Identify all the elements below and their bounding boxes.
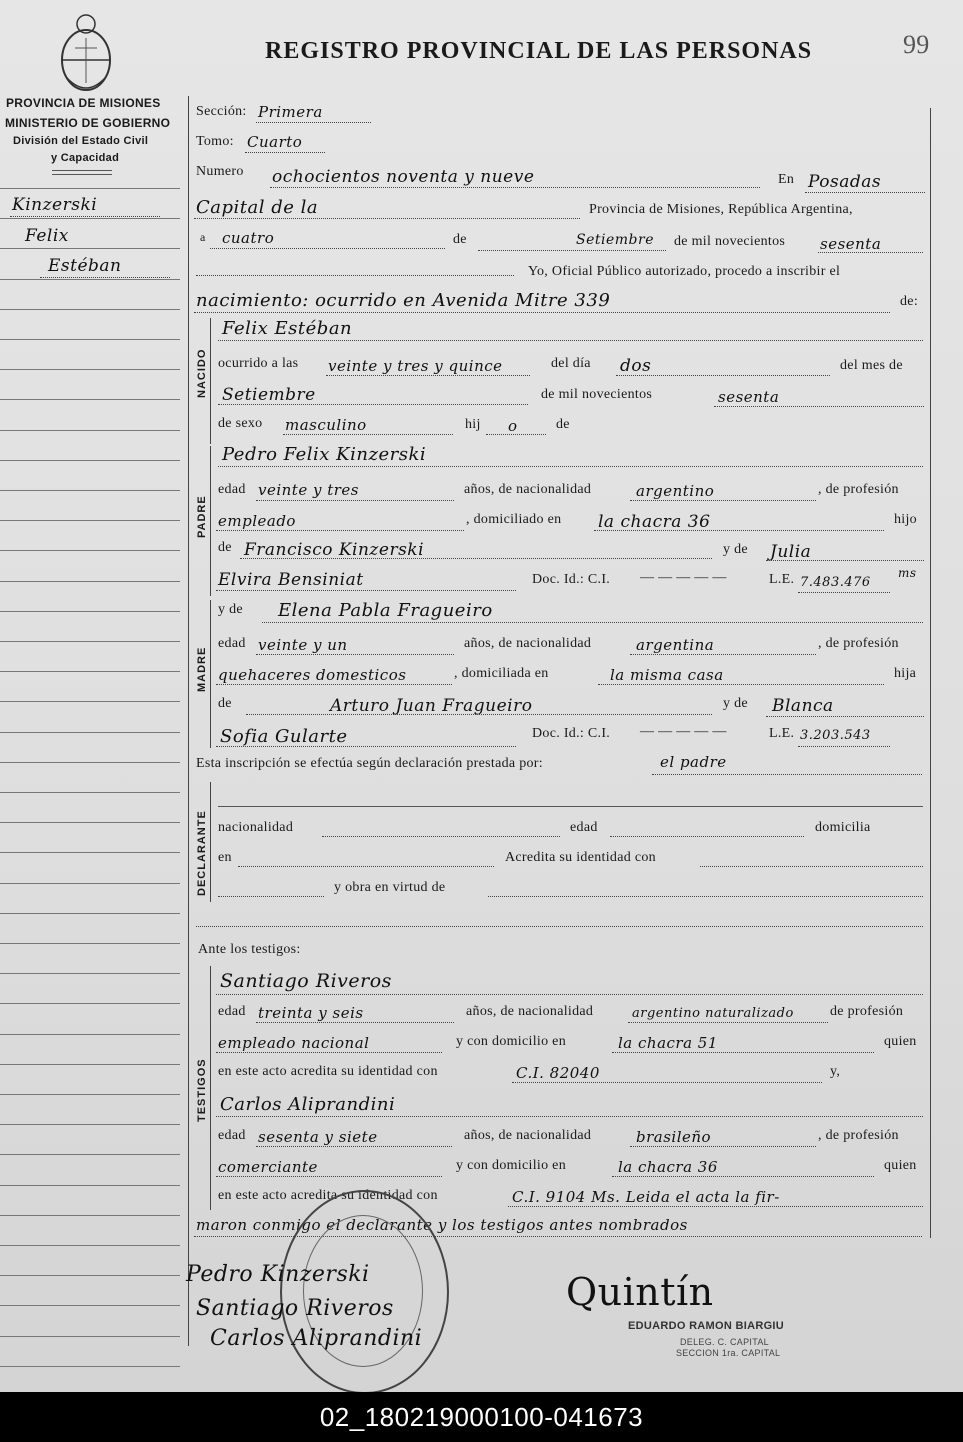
- margin-rule: [0, 1366, 180, 1367]
- padre-mother-value1: Julia: [770, 542, 812, 562]
- madre-edad-line: [256, 654, 454, 655]
- margin-rule: [0, 581, 180, 582]
- padre-name: Pedro Felix Kinzerski: [222, 444, 427, 465]
- declarante-en-line: [238, 866, 494, 867]
- testigo1-nac-value: argentino naturalizado: [632, 1006, 794, 1021]
- org-division: División del Estado Civil: [13, 135, 149, 147]
- padre-doc-label: Doc. Id.: C.I.: [532, 572, 611, 587]
- provincia-label: Provincia de Misiones, República Argentina,: [589, 202, 853, 217]
- madre-hija-label: hija: [894, 666, 917, 681]
- madre-nac-label: años, de nacionalidad: [464, 636, 592, 651]
- padre-edad-label: edad: [218, 482, 246, 497]
- margin-line: [10, 216, 160, 217]
- margin-rule: [0, 1185, 180, 1186]
- org-province: PROVINCIA DE MISIONES: [6, 96, 161, 110]
- testigo1-id-value: C.I. 82040: [516, 1064, 600, 1082]
- testigo1-edad-label: edad: [218, 1004, 246, 1019]
- margin-rule: [0, 218, 180, 219]
- madre-father-line: [246, 714, 712, 715]
- testigos-label: Ante los testigos:: [198, 942, 301, 957]
- seccion-label: Sección:: [196, 104, 247, 119]
- hora-line: [326, 375, 530, 376]
- capital-line: [194, 218, 580, 219]
- madre-mother-value1: Blanca: [772, 696, 834, 716]
- margin-rule: [0, 430, 180, 431]
- official-name: EDUARDO RAMON BIARGIU: [628, 1320, 785, 1332]
- nacido-dia-value: dos: [620, 356, 652, 376]
- testigo1-edad-line: [256, 1022, 454, 1023]
- margin-rule: [0, 701, 180, 702]
- testigo1-id-line: [512, 1082, 822, 1083]
- signature-official: Quintín: [566, 1270, 714, 1314]
- tomo-value: Cuarto: [247, 133, 303, 151]
- testigo2-nac-label: años, de nacionalidad: [464, 1128, 592, 1143]
- testigo2-dom-label: y con domicilio en: [456, 1158, 566, 1173]
- madre-nac-line: [630, 654, 816, 655]
- margin-rule: [0, 369, 180, 370]
- margin-rule: [0, 460, 180, 461]
- capital-value: Capital de la: [196, 197, 319, 218]
- margin-rule: [0, 1094, 180, 1095]
- testigo1-prof-line: [216, 1052, 442, 1053]
- barcode-text: 02_180219000100-041673: [319, 1402, 644, 1432]
- anio-line: [818, 252, 923, 253]
- declarante-en-label: en: [218, 850, 232, 865]
- margin-rule: [0, 641, 180, 642]
- padre-doc-value: — — — — —: [640, 570, 727, 585]
- closing-text: maron conmigo el declarante y los testigos antes nombrados: [196, 1216, 688, 1234]
- de2-label: de:: [900, 294, 919, 309]
- madre-edad-label: edad: [218, 636, 246, 651]
- seccion-line: [256, 122, 371, 123]
- testigo2-dom-value: la chacra 36: [618, 1158, 718, 1176]
- declarante-obra-label: y obra en virtud de: [334, 880, 446, 895]
- testigos-bracket: [210, 966, 211, 1210]
- a-label: a: [200, 230, 206, 244]
- margin-rule: [0, 822, 180, 823]
- oficial-label: Yo, Oficial Público autorizado, procedo a inscribir el: [528, 264, 841, 279]
- declarante-nac-label: nacionalidad: [218, 820, 294, 835]
- testigo1-name-line: [216, 994, 923, 995]
- padre-mother-value2: Elvira Bensiniat: [218, 570, 364, 590]
- tomo-line: [245, 152, 325, 153]
- declarante-edad-label: edad: [570, 820, 598, 835]
- madre-nac-value: argentina: [636, 636, 715, 654]
- org-capacity: y Capacidad: [51, 152, 120, 164]
- hij-line: [486, 434, 546, 435]
- numero-line: [270, 187, 760, 188]
- padre-y-de-label: y de: [723, 542, 748, 557]
- padre-mother-line: [766, 560, 924, 561]
- testigo2-id-value: C.I. 9104 Ms. Leida el acta la fir-: [512, 1188, 780, 1206]
- signature-testigo2: Carlos Aliprandini: [210, 1326, 423, 1351]
- margin-rule: [0, 852, 180, 853]
- testigo1-name: Santiago Riveros: [220, 970, 392, 992]
- padre-bracket: [210, 446, 211, 596]
- margin-rule: [0, 279, 180, 280]
- en-line: [805, 192, 925, 193]
- sexo-line: [283, 434, 453, 435]
- testigos-side-label: TESTIGOS: [196, 1058, 208, 1122]
- frame-right-border: [930, 108, 931, 1238]
- org-underline: [52, 170, 112, 171]
- mil-label: de mil novecientos: [674, 234, 786, 249]
- margin-middlename: Estéban: [48, 256, 122, 276]
- madre-prof-line: [216, 684, 452, 685]
- padre-prof-value: empleado: [218, 512, 296, 530]
- nacido-side-label: NACIDO: [196, 348, 208, 398]
- padre-prof-line: [216, 530, 464, 531]
- padre-le-label: L.E.: [769, 572, 795, 587]
- padre-prof-label: , de profesión: [818, 482, 899, 497]
- nacido-bracket: [210, 318, 211, 444]
- numero-label: Numero: [196, 164, 244, 179]
- madre-mother-line: [766, 716, 924, 717]
- hora-value: veinte y tres y quince: [328, 357, 503, 375]
- padre-father-line: [240, 558, 712, 559]
- declarante-dom-label: domicilia: [815, 820, 871, 835]
- testigo2-prof-value: comerciante: [218, 1158, 318, 1176]
- margin-rule: [0, 611, 180, 612]
- org-underline-2: [52, 174, 112, 175]
- padre-nac-label: años, de nacionalidad: [464, 482, 592, 497]
- margin-rule: [0, 943, 180, 944]
- dia-line: [210, 248, 445, 249]
- nacido-anio-value: sesenta: [718, 388, 780, 406]
- madre-edad-value: veinte y un: [258, 636, 348, 654]
- declarante-obra-line: [488, 896, 923, 897]
- testigo2-id-line: [508, 1206, 923, 1207]
- margin-rule: [0, 732, 180, 733]
- tomo-label: Tomo:: [196, 134, 234, 149]
- acto-line: [194, 312, 890, 313]
- hij-value: o: [508, 417, 518, 435]
- padre-le-line: [798, 592, 890, 593]
- margin-rule: [0, 973, 180, 974]
- margin-rule: [0, 1003, 180, 1004]
- margin-rule: [0, 490, 180, 491]
- madre-le-value: 3.203.543: [800, 728, 871, 743]
- del-dia-label: del día: [551, 356, 591, 371]
- margin-rule: [0, 1064, 180, 1065]
- blank-line: [196, 275, 514, 276]
- testigo1-dom-label: y con domicilio en: [456, 1034, 566, 1049]
- margin-rule: [0, 1215, 180, 1216]
- testigo2-acredita-label: en este acto acredita su identidad con: [218, 1188, 438, 1203]
- madre-father-value: Arturo Juan Fragueiro: [330, 696, 533, 716]
- padre-le-value: 7.483.476: [800, 575, 871, 590]
- official-title2: SECCION 1ra. CAPITAL: [676, 1348, 781, 1358]
- madre-name: Elena Pabla Fragueiro: [278, 600, 493, 621]
- testigo2-prof-label: , de profesión: [818, 1128, 899, 1143]
- margin-rule: [0, 1245, 180, 1246]
- testigo2-name-line: [216, 1116, 923, 1117]
- madre-dom-label: , domiciliada en: [454, 666, 549, 681]
- madre-de-label: de: [218, 696, 232, 711]
- nacido-name-line: [218, 340, 923, 341]
- madre-y-de-label: y de: [218, 602, 243, 617]
- madre-dom-line: [598, 684, 884, 685]
- madre-bracket: [210, 600, 211, 748]
- margin-rule: [0, 1154, 180, 1155]
- declaracion-value: el padre: [660, 753, 727, 771]
- declarante-side-label: DECLARANTE: [196, 810, 208, 896]
- testigo2-edad-line: [256, 1146, 452, 1147]
- margin-rule: [0, 339, 180, 340]
- padre-dom-line: [594, 530, 884, 531]
- padre-side-label: PADRE: [196, 495, 208, 538]
- testigo1-dom-line: [612, 1052, 874, 1053]
- signature-testigo1: Santiago Riveros: [196, 1296, 394, 1321]
- margin-rule: [0, 671, 180, 672]
- en-value: Posadas: [808, 172, 882, 192]
- padre-nac-value: argentino: [636, 482, 715, 500]
- margin-surname: Kinzerski: [12, 195, 98, 215]
- dia-value: cuatro: [222, 229, 275, 247]
- testigo2-name: Carlos Aliprandini: [220, 1094, 396, 1115]
- declarante-acredita-label: Acredita su identidad con: [505, 850, 656, 865]
- testigo1-dom-value: la chacra 51: [618, 1034, 718, 1052]
- padre-hijo-label: hijo: [894, 512, 917, 527]
- official-title1: DELEG. C. CAPITAL: [680, 1337, 769, 1347]
- hij-label: hij: [465, 417, 481, 432]
- declarante-nac-line: [322, 836, 560, 837]
- testigo2-nac-value: brasileño: [636, 1128, 712, 1146]
- declaracion-line: [652, 774, 922, 775]
- declarante-edad-line: [610, 836, 804, 837]
- declarante-acredita-line: [700, 866, 923, 867]
- madre-mother-value2: Sofia Gularte: [220, 726, 348, 747]
- margin-rule: [0, 1124, 180, 1125]
- margin-line: [40, 277, 170, 278]
- margin-rule: [0, 913, 180, 914]
- nacido-dia-line: [616, 375, 830, 376]
- padre-de-label: de: [218, 540, 232, 555]
- madre-side-label: MADRE: [196, 646, 208, 692]
- testigo2-quien-label: quien: [884, 1158, 917, 1173]
- margin-rule: [0, 248, 180, 249]
- margin-rule: [0, 1034, 180, 1035]
- seccion-value: Primera: [258, 103, 323, 121]
- anio-value: sesenta: [820, 235, 882, 253]
- testigo2-nac-line: [630, 1146, 816, 1147]
- margin-rule: [0, 550, 180, 551]
- padre-father-value: Francisco Kinzerski: [244, 540, 425, 560]
- coat-of-arms-icon: [55, 8, 117, 96]
- margin-rule: [0, 399, 180, 400]
- testigo2-edad-value: sesenta y siete: [258, 1128, 378, 1146]
- padre-mother2-line: [216, 590, 516, 591]
- margin-rule: [0, 762, 180, 763]
- margin-rule: [0, 1275, 180, 1276]
- testigo2-prof-line: [216, 1176, 442, 1177]
- nacido-mes-line: [218, 404, 528, 405]
- margin-firstname: Felix: [25, 226, 69, 246]
- nacido-de-label: de: [556, 417, 570, 432]
- padre-dom-value: la chacra 36: [598, 512, 711, 532]
- nacido-anio-line: [714, 406, 924, 407]
- madre-prof-label: , de profesión: [818, 636, 899, 651]
- signature-declarante: Pedro Kinzerski: [186, 1262, 370, 1287]
- margin-rule: [0, 1336, 180, 1337]
- margin-rule: [0, 883, 180, 884]
- margin-rule: [0, 1305, 180, 1306]
- en-label: En: [778, 172, 795, 187]
- margin-rule: [0, 309, 180, 310]
- sexo-value: masculino: [285, 416, 367, 434]
- acto-value: nacimiento: ocurrido en Avenida Mitre 339: [196, 290, 611, 311]
- mes-value: Setiembre: [576, 232, 654, 248]
- madre-le-label: L.E.: [769, 726, 795, 741]
- declarante-bracket: [210, 782, 211, 902]
- nacido-name: Felix Estéban: [222, 318, 353, 339]
- declarante-extra-line: [196, 926, 923, 927]
- madre-dom-value: la misma casa: [610, 666, 724, 684]
- mes-line: [478, 250, 666, 251]
- madre-doc-value: — — — — —: [640, 724, 727, 739]
- padre-nac-line: [630, 500, 816, 501]
- nacido-mes-value: Setiembre: [222, 385, 316, 405]
- margin-rule: [0, 188, 180, 189]
- padre-edad-value: veinte y tres: [258, 481, 359, 499]
- testigo1-acredita-label: en este acto acredita su identidad con: [218, 1064, 438, 1079]
- testigo2-dom-line: [612, 1176, 874, 1177]
- testigo1-prof-label: de profesión: [830, 1004, 904, 1019]
- frame-left-border: [188, 96, 189, 1346]
- testigo1-quien-label: quien: [884, 1034, 917, 1049]
- madre-y-de2-label: y de: [723, 696, 748, 711]
- nacido-mil-label: de mil novecientos: [541, 387, 653, 402]
- testigo1-nac-label: años, de nacionalidad: [466, 1004, 594, 1019]
- del-mes-label: del mes de: [840, 358, 903, 373]
- barcode-footer: [0, 1392, 963, 1442]
- testigo1-edad-value: treinta y seis: [258, 1004, 364, 1022]
- declarante-name-line: [218, 806, 923, 807]
- padre-edad-line: [256, 500, 454, 501]
- padre-dom-label: , domiciliado en: [466, 512, 562, 527]
- ocurrido-label: ocurrido a las: [218, 356, 299, 371]
- margin-rule: [0, 520, 180, 521]
- madre-le-line: [798, 746, 890, 747]
- padre-name-line: [218, 466, 923, 467]
- padre-le-suffix: ms: [898, 566, 917, 580]
- madre-name-line: [262, 622, 923, 623]
- margin-rule: [0, 792, 180, 793]
- declarante-blank-line: [218, 896, 324, 897]
- madre-mother2-line: [216, 746, 516, 747]
- madre-prof-value: quehaceres domesticos: [218, 666, 407, 684]
- declaracion-label: Esta inscripción se efectúa según declaración prestada por:: [196, 756, 543, 771]
- page-number: 99: [903, 30, 930, 59]
- testigo1-y-label: y,: [830, 1064, 841, 1079]
- de-label: de: [453, 232, 467, 247]
- numero-value: ochocientos noventa y nueve: [272, 167, 535, 187]
- madre-doc-label: Doc. Id.: C.I.: [532, 726, 611, 741]
- sexo-label: de sexo: [218, 416, 263, 431]
- header-title: REGISTRO PROVINCIAL DE LAS PERSONAS: [265, 38, 813, 64]
- testigo1-prof-value: empleado nacional: [218, 1034, 370, 1052]
- testigo1-nac-line: [628, 1022, 828, 1023]
- org-ministry: MINISTERIO DE GOBIERNO: [5, 116, 171, 130]
- testigo2-edad-label: edad: [218, 1128, 246, 1143]
